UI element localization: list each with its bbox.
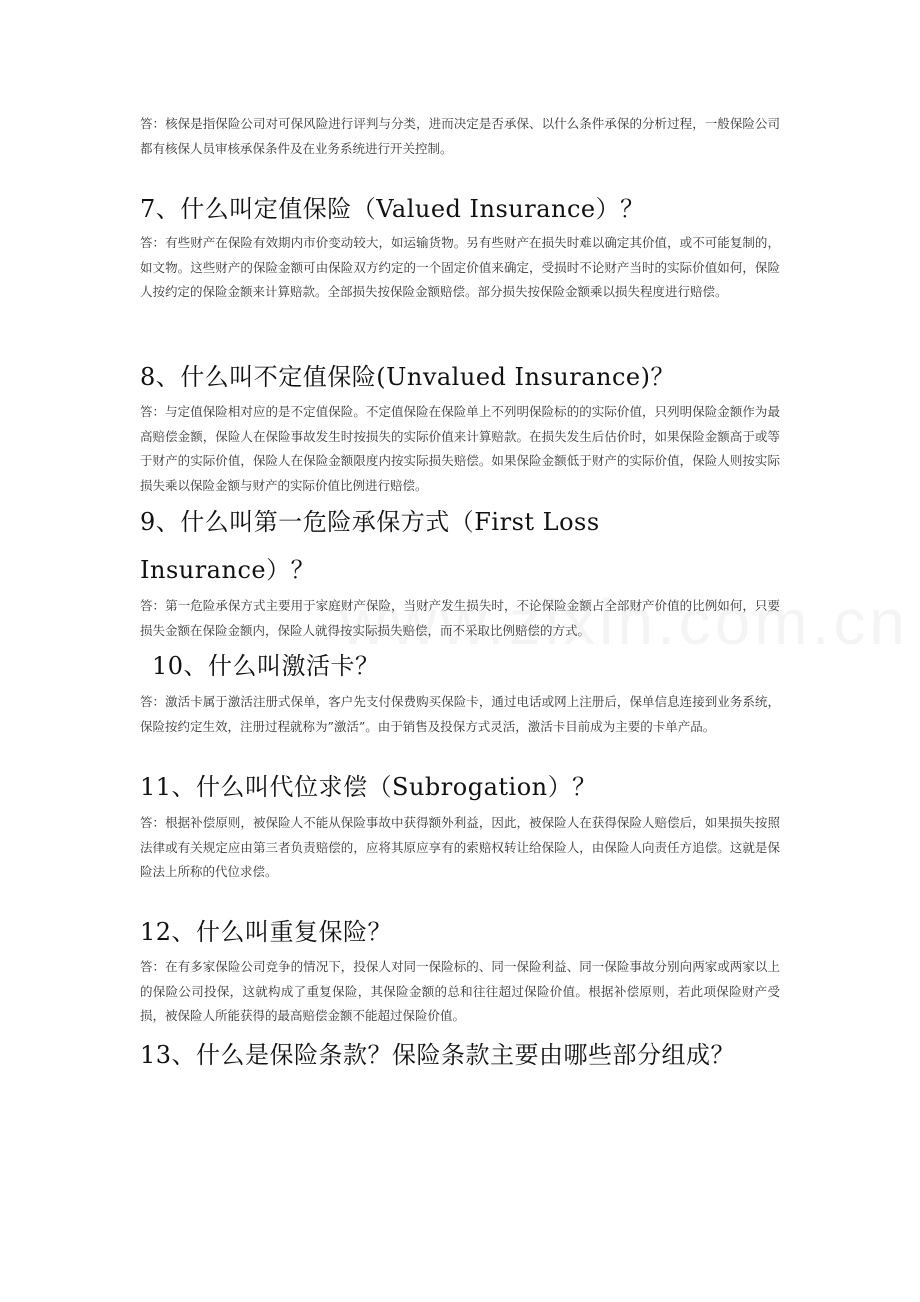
answer-q10: 答：激活卡属于激活注册式保单，客户先支付保费购买保险卡，通过电话或网上注册后，保单信息连接到业务系统，保险按约定生效，注册过程就称为”激活”。由于销售及投保方式灵活，激活卡目前成为主要的卡单产品。	[140, 694, 780, 734]
heading-q11: 11、什么叫代位求偿（Subrogation）？	[140, 773, 597, 801]
heading-q13: 13、什么是保险条款？保险条款主要由哪些部分组成？	[140, 1041, 736, 1069]
answer-q11: 答：根据补偿原则，被保险人不能从保险事故中获得额外利益，因此，被保险人在获得保险人赔偿后，如果损失按照法律或有关规定应由第三者负责赔偿的，应将其原应享有的索赔权转让给保险人，由保险人向责任方追偿。这就是保险法上所称的代位求偿。	[140, 815, 780, 879]
intro-answer: 答：核保是指保险公司对可保风险进行评判与分类，进而决定是否承保、以什么条件承保的分析过程，一般保险公司都有核保人员审核承保条件及在业务系统进行开关控制。	[140, 116, 780, 156]
heading-q12: 12、什么叫重复保险？	[140, 918, 393, 946]
heading-q8: 8、什么叫不定值保险(Unvalued Insurance)？	[140, 363, 675, 391]
answer-q9: 答：第一危险承保方式主要用于家庭财产保险，当财产发生损失时，不论保险金额占全部财产价值的比例如何，只要损失金额在保险金额内，保险人就得按实际损失赔偿，而不采取比例赔偿的方式。	[140, 598, 780, 638]
answer-q8: 答：与定值保险相对应的是不定值保险。不定值保险在保险单上不列明保险标的的实际价值，只列明保险金额作为最高赔偿金额，保险人在保险事故发生时按损失的实际价值来计算赔款。在损失发生后估价时，如果保险金额高于或等于财产的实际价值，保险人在保险金额限度内按实际损失赔偿。如果保险金额低于财产的实际价值，保险人则按实际损失乘以保险金额与财产的实际价值比例进行赔偿。	[140, 404, 780, 493]
answer-q12: 答：在有多家保险公司竞争的情况下，投保人对同一保险标的、同一保险利益、同一保险事故分别向两家或两家以上的保险公司投保，这就构成了重复保险，其保险金额的总和往往超过保险价值。根据补偿原则，若此项保险财产受损，被保险人所能获得的最高赔偿金额不能超过保险价值。	[140, 959, 780, 1023]
heading-q7: 7、什么叫定值保险（Valued Insurance）？	[140, 195, 645, 223]
heading-q10: 10、什么叫激活卡？	[152, 652, 380, 680]
answer-q7: 答：有些财产在保险有效期内市价变动较大，如运输货物。另有些财产在损失时难以确定其价值，或不可能复制的，如文物。这些财产的保险金额可由保险双方约定的一个固定价值来确定，受损时不论财产当时的实际价值如何，保险人按约定的保险金额来计算赔款。全部损失按保险金额赔偿。部分损失按保险金额乘以损失程度进行赔偿。	[140, 235, 780, 299]
heading-q9: 9、什么叫第一危险承保方式（First Loss Insurance）？	[140, 508, 600, 584]
